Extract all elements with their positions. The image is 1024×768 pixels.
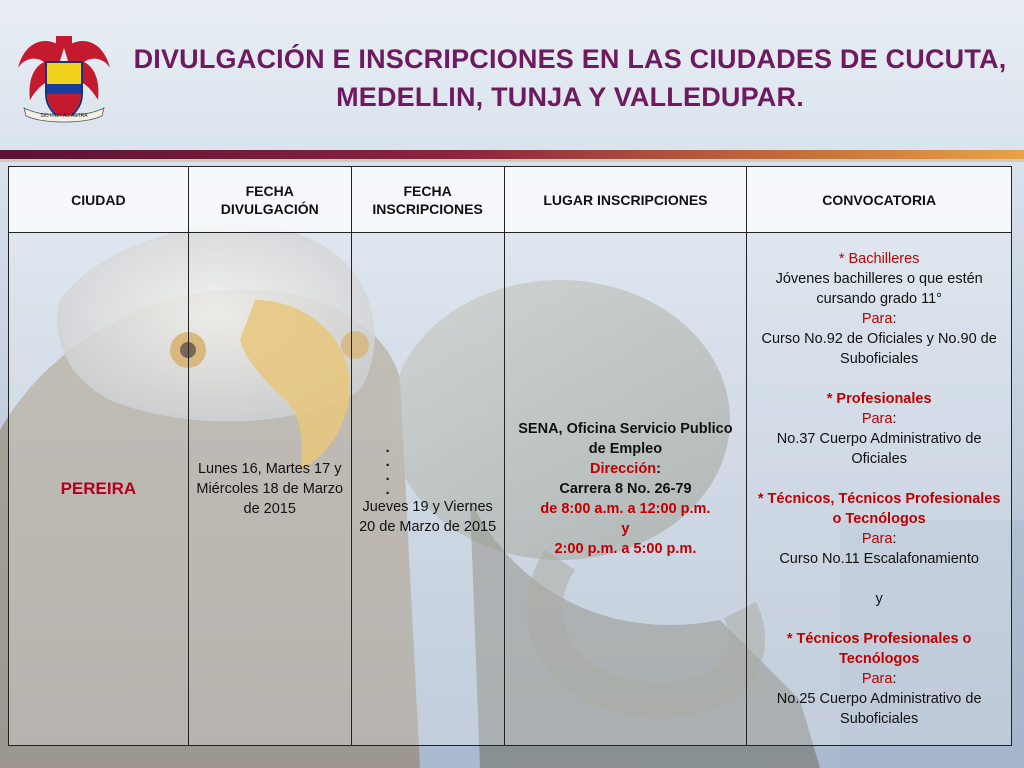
svg-text:SIC ITUR AD ASTRA: SIC ITUR AD ASTRA: [40, 113, 88, 119]
cell-fecha-inscripciones: [351, 233, 504, 746]
page-title: [130, 40, 1010, 116]
tecnicos-title: * Técnicos, Técnicos Profesionales o Tecnólogos: [757, 491, 1001, 527]
direccion-label: Dirección: [589, 461, 657, 477]
title-divider: [0, 150, 1024, 159]
table-row: [9, 233, 1012, 746]
lugar-direccion: Carrera 8 No. 26-79: [559, 481, 692, 497]
tecprof-para: Para:: [861, 671, 897, 687]
bachilleres-curso: Curso No.92 de Oficiales y No.90 de Suboficiales: [761, 331, 997, 367]
lugar-horario-2: 2:00 p.m. a 5:00 p.m.: [554, 541, 697, 557]
lugar-y: y: [621, 521, 630, 537]
spacer: [753, 569, 1005, 589]
header-lugar-inscripciones: LUGAR INSCRIPCIONES: [504, 167, 747, 233]
dot-3: .: [385, 468, 390, 484]
title-divider-thin: [0, 159, 1024, 162]
tecnicos-para: Para:: [861, 531, 897, 547]
cell-lugar-inscripciones: [504, 233, 747, 746]
profesionales-title: * Profesionales: [826, 391, 932, 407]
cell-fecha-divulgacion: [188, 233, 351, 746]
title-line-2: MEDELLIN, TUNJA Y VALLEDUPAR.: [336, 82, 804, 112]
fecha-inscripciones-text: Jueves 19 y Viernes 20 de Marzo de 2015: [359, 499, 497, 535]
table-header-row: [9, 167, 1012, 233]
dot-2: .: [385, 454, 390, 470]
dot-4: .: [385, 482, 390, 498]
spacer: [753, 469, 1005, 489]
header: [0, 0, 1024, 150]
lugar-entidad: SENA, Oficina Servicio Publico de Empleo: [518, 421, 733, 457]
schedule-table: [8, 166, 1012, 746]
lugar-horario-1: de 8:00 a.m. a 12:00 p.m.: [540, 501, 711, 517]
title-line-1: DIVULGACIÓN E INSCRIPCIONES EN LAS CIUDADES DE CUCUTA,: [133, 44, 1007, 74]
cell-convocatoria: [747, 233, 1012, 746]
tecnicos-curso: Curso No.11 Escalafonamiento: [779, 551, 979, 567]
header-fecha-inscripciones: FECHA INSCRIPCIONES: [351, 167, 504, 233]
cell-ciudad: [9, 233, 189, 746]
profesionales-para: Para:: [861, 411, 897, 427]
conv-y: y: [875, 591, 883, 607]
bachilleres-title: * Bachilleres: [838, 251, 920, 267]
bachilleres-desc: Jóvenes bachilleres o que estén cursando grado 11°: [775, 271, 983, 307]
dot-1: .: [385, 440, 390, 456]
city-name: PEREIRA: [60, 478, 137, 498]
fecha-divulgacion-text: Lunes 16, Martes 17 y Miércoles 18 de Marzo de 2015: [196, 461, 344, 517]
header-convocatoria: CONVOCATORIA: [747, 167, 1012, 233]
profesionales-curso: No.37 Cuerpo Administrativo de Oficiales: [776, 431, 982, 467]
tecprof-title: * Técnicos Profesionales o Tecnólogos: [786, 631, 972, 667]
header-fecha-divulgacion: FECHA DIVULGACIÓN: [188, 167, 351, 233]
spacer: [753, 609, 1005, 629]
bachilleres-para: Para:: [861, 311, 897, 327]
header-ciudad: CIUDAD: [9, 167, 189, 233]
tecprof-curso: No.25 Cuerpo Administrativo de Suboficiales: [776, 691, 982, 727]
lugar-direccion-label-line: [511, 459, 741, 479]
spacer: [753, 369, 1005, 389]
eagle-shield-icon: [14, 28, 114, 128]
direccion-colon: :: [656, 461, 661, 477]
